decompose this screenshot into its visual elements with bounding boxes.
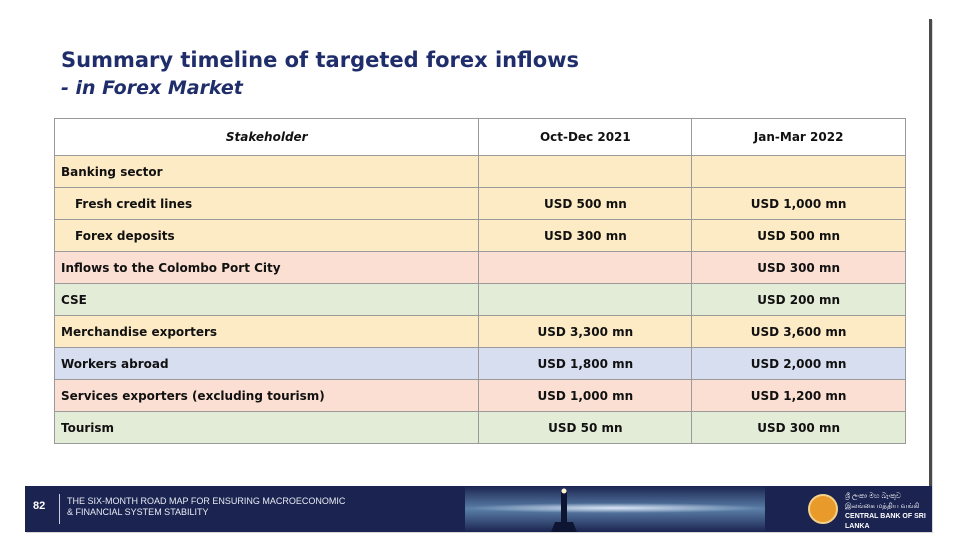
table-row [55,348,906,380]
stakeholder-cell: Fresh credit lines [55,188,479,220]
bank-name-english: CENTRAL BANK OF SRI LANKA [845,513,926,530]
jan-mar-cell: USD 1,000 mn [692,188,906,220]
jan-mar-cell [692,156,906,188]
slide-subtitle: - in Forex Market [61,77,243,99]
jan-mar-cell: USD 1,200 mn [692,380,906,412]
oct-dec-cell: USD 3,300 mn [479,316,692,348]
stakeholder-cell: Tourism [55,412,479,444]
stakeholder-cell: Workers abroad [55,348,479,380]
table-row [55,220,906,252]
jan-mar-cell: USD 2,000 mn [692,348,906,380]
jan-mar-cell: USD 300 mn [692,252,906,284]
slide-footer [25,486,932,532]
footer-divider [59,494,60,524]
stakeholder-cell: Merchandise exporters [55,316,479,348]
table-row [55,284,906,316]
footer-title-line2: & FINANCIAL SYSTEM STABILITY [67,507,209,517]
table-row [55,412,906,444]
table-header-row [55,119,906,156]
table-row [55,156,906,188]
oct-dec-cell [479,284,692,316]
bank-name-sinhala: ශ්‍රී ලංකා මහ බැංකුව [845,493,901,500]
forex-inflows-table [54,118,906,444]
oct-dec-cell: USD 1,800 mn [479,348,692,380]
jan-mar-cell: USD 500 mn [692,220,906,252]
oct-dec-cell: USD 50 mn [479,412,692,444]
stakeholder-cell: Inflows to the Colombo Port City [55,252,479,284]
jan-mar-cell: USD 200 mn [692,284,906,316]
header-stakeholder: Stakeholder [55,119,479,156]
header-jan-mar-2022: Jan-Mar 2022 [692,119,906,156]
jan-mar-cell: USD 3,600 mn [692,316,906,348]
lighthouse-banner-image [465,486,765,532]
stakeholder-cell: CSE [55,284,479,316]
oct-dec-cell: USD 300 mn [479,220,692,252]
bank-name-block [845,492,932,532]
footer-title [67,496,345,518]
oct-dec-cell: USD 500 mn [479,188,692,220]
table-row [55,316,906,348]
table-row [55,188,906,220]
jan-mar-cell: USD 300 mn [692,412,906,444]
slide-title: Summary timeline of targeted forex inflows [61,48,580,72]
stakeholder-cell: Banking sector [55,156,479,188]
slide [25,19,932,532]
oct-dec-cell [479,156,692,188]
header-oct-dec-2021: Oct-Dec 2021 [479,119,692,156]
table-row [55,380,906,412]
oct-dec-cell: USD 1,000 mn [479,380,692,412]
cbsl-seal-logo [808,494,838,524]
stakeholder-cell: Services exporters (excluding tourism) [55,380,479,412]
bank-name-tamil: இலங்கை மத்திய வங்கி [845,503,920,510]
table-row [55,252,906,284]
oct-dec-cell [479,252,692,284]
page-number: 82 [33,500,46,512]
stakeholder-cell: Forex deposits [55,220,479,252]
footer-title-line1: THE SIX-MONTH ROAD MAP FOR ENSURING MACROECONOMIC [67,496,346,506]
